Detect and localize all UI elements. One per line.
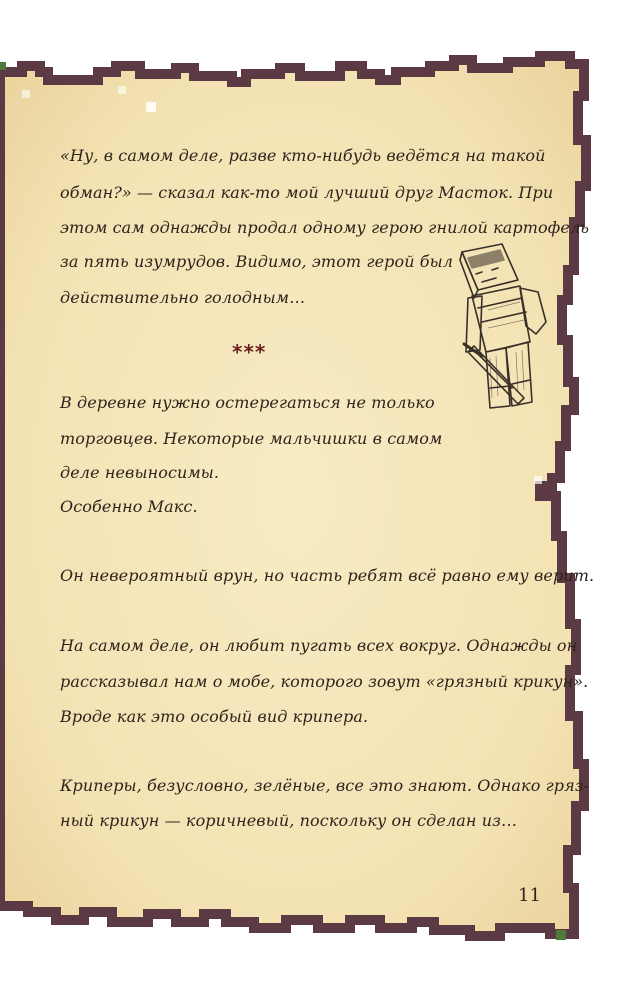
section-separator: *** xyxy=(232,340,267,364)
text-line: Особенно Макс. xyxy=(60,497,198,516)
text-line: деле невыносимы. xyxy=(60,463,220,482)
text-line: Вроде как это особый вид крипера. xyxy=(60,707,369,726)
text-line: обман?» — сказал как-то мой лучший друг Масток. При xyxy=(60,183,554,202)
page-number: 11 xyxy=(518,885,541,906)
hero-sketch-illustration xyxy=(438,238,554,414)
text-line: этом сам однажды продал одному герою гнилой картофель xyxy=(60,218,590,237)
text-line: торговцев. Некоторые мальчишки в самом xyxy=(60,429,443,448)
text-line: ный крикун — коричневый, поскольку он сделан из… xyxy=(60,811,518,830)
text-line: «Ну, в самом деле, разве кто-нибудь ведётся на такой xyxy=(60,146,546,165)
text-line: Он невероятный врун, но часть ребят всё равно ему верит. xyxy=(60,566,595,585)
text-line: На самом деле, он любит пугать всех вокруг. Однажды он xyxy=(60,636,578,655)
text-line: за пять изумрудов. Видимо, этот герой был xyxy=(60,252,454,271)
text-line: В деревне нужно остерегаться не только xyxy=(60,393,435,412)
text-line: рассказывал нам о мобе, которого зовут «грязный крикун». xyxy=(60,672,589,691)
text-line: действительно голодным… xyxy=(60,288,306,307)
text-line: Криперы, безусловно, зелёные, все это знают. Однако гряз- xyxy=(60,776,590,795)
